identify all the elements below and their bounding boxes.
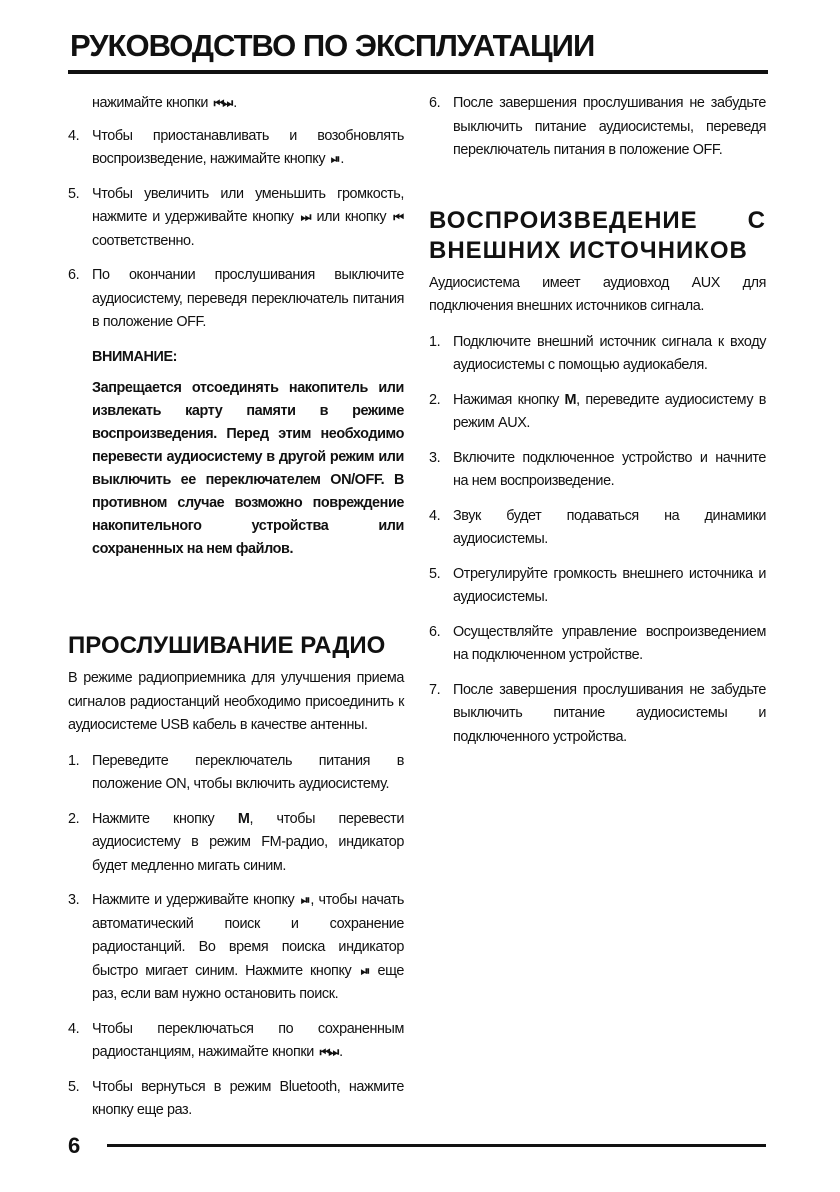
- warning-text: Запрещается отсоединять накопитель или извлекать карту памяти в режиме воспроизведения. Перед этим необходимо перевести аудиосистему в другой режим или выключить ее переключателем ON/OFF. В противном случае возможно повреждение накопительного устройства или сохраненных на нем файлов.: [92, 380, 404, 557]
- left-column: [68, 92, 404, 1134]
- usb-steps-list-cont: [429, 92, 766, 163]
- list-item: 5. Чтобы вернуться в режим Bluetooth, нажмите кнопку еще раз.: [68, 1078, 404, 1118]
- prev-next-icon: ⏮⏭: [319, 1045, 338, 1059]
- footer-rule: [107, 1144, 766, 1147]
- warning-heading: ВНИМАНИЕ:: [92, 348, 178, 365]
- list-item: 7. После завершения прослушивания не забудьте выключить питание аудиосистемы и подключенного устройства.: [429, 681, 766, 745]
- list-item: 6. Осуществляйте управление воспроизведением на подключенном устройстве.: [429, 623, 766, 663]
- m-button-icon: M: [237, 810, 250, 827]
- page-number: 6: [68, 1133, 81, 1158]
- list-item: 5. Отрегулируйте громкость внешнего источника и аудиосистемы.: [429, 565, 766, 605]
- aux-heading: ВОСПРОИЗВЕДЕНИЕ С ВНЕШНИХ ИСТОЧНИКОВ: [429, 206, 766, 264]
- radio-heading: ПРОСЛУШИВАНИЕ РАДИО: [68, 632, 386, 659]
- list-item: 3. Нажмите и удерживайте кнопку ⏯ , чтобы начать автоматический поиск и сохранение радиостанций. Во время поиска индикатор быстро мигает синим. Нажмите кнопку ⏯ еще раз, если вам нужно остановить поиск.: [68, 892, 404, 1002]
- aux-steps-list: [429, 331, 766, 750]
- list-item: 4. Звук будет подаваться на динамики аудиосистемы.: [429, 507, 766, 547]
- list-item: 5. Чтобы увеличить или уменьшить громкость, нажмите и удерживайте кнопку ⏭ или кнопку ⏮ соответственно.: [68, 185, 404, 249]
- list-item: 6. По окончании прослушивания выключите аудиосистему, переведя переключатель питания в положение OFF.: [68, 267, 404, 330]
- aux-intro: Аудиосистема имеет аудиовход AUX для подключения внешних источников сигнала.: [429, 274, 766, 314]
- title-rule: [68, 70, 768, 74]
- list-item: 2. Нажимая кнопку M, переведите аудиосистему в режим AUX.: [429, 391, 766, 431]
- list-item: 4. Чтобы приостанавливать и возобновлять воспроизведение, нажимайте кнопку ⏯ .: [68, 127, 404, 167]
- right-column: [429, 92, 766, 760]
- prev-icon: ⏮: [393, 210, 403, 224]
- list-item: 3. Включите подключенное устройство и начните на нем воспроизведение.: [429, 449, 766, 489]
- prev-next-icon: ⏮⏭: [213, 96, 232, 110]
- radio-intro: В режиме радиоприемника для улучшения приема сигналов радиостанций необходимо присоединить к аудиосистеме USB кабель в качестве антенны.: [68, 670, 404, 733]
- next-icon: ⏭: [300, 210, 310, 224]
- list-item: 1. Переведите переключатель питания в положение ON, чтобы включить аудиосистему.: [68, 752, 404, 792]
- usb-steps-list: [68, 125, 404, 335]
- continued-item: нажимайте кнопки ⏮⏭ .: [92, 95, 237, 111]
- list-item: 2. Нажмите кнопку M, чтобы перевести аудиосистему в режим FM-радио, индикатор будет медленно мигать синим.: [68, 810, 405, 874]
- m-button-icon: M: [564, 391, 577, 408]
- list-item: 6. После завершения прослушивания не забудьте выключить питание аудиосистемы, переведя переключатель питания в положение OFF.: [429, 95, 766, 158]
- play-pause-icon: ⏯: [360, 963, 369, 978]
- play-pause-icon: ⏯: [330, 152, 339, 166]
- list-item: 4. Чтобы переключаться по сохраненным радиостанциям, нажимайте кнопки ⏮⏭ .: [68, 1020, 404, 1060]
- list-item: 1. Подключите внешний источник сигнала к входу аудиосистемы с помощью аудиокабеля.: [429, 333, 766, 373]
- radio-steps-list: [68, 750, 404, 1123]
- page-title: РУКОВОДСТВО ПО ЭКСПЛУАТАЦИИ: [70, 28, 595, 63]
- warning-block: [68, 346, 404, 562]
- play-pause-icon: ⏯: [300, 893, 309, 907]
